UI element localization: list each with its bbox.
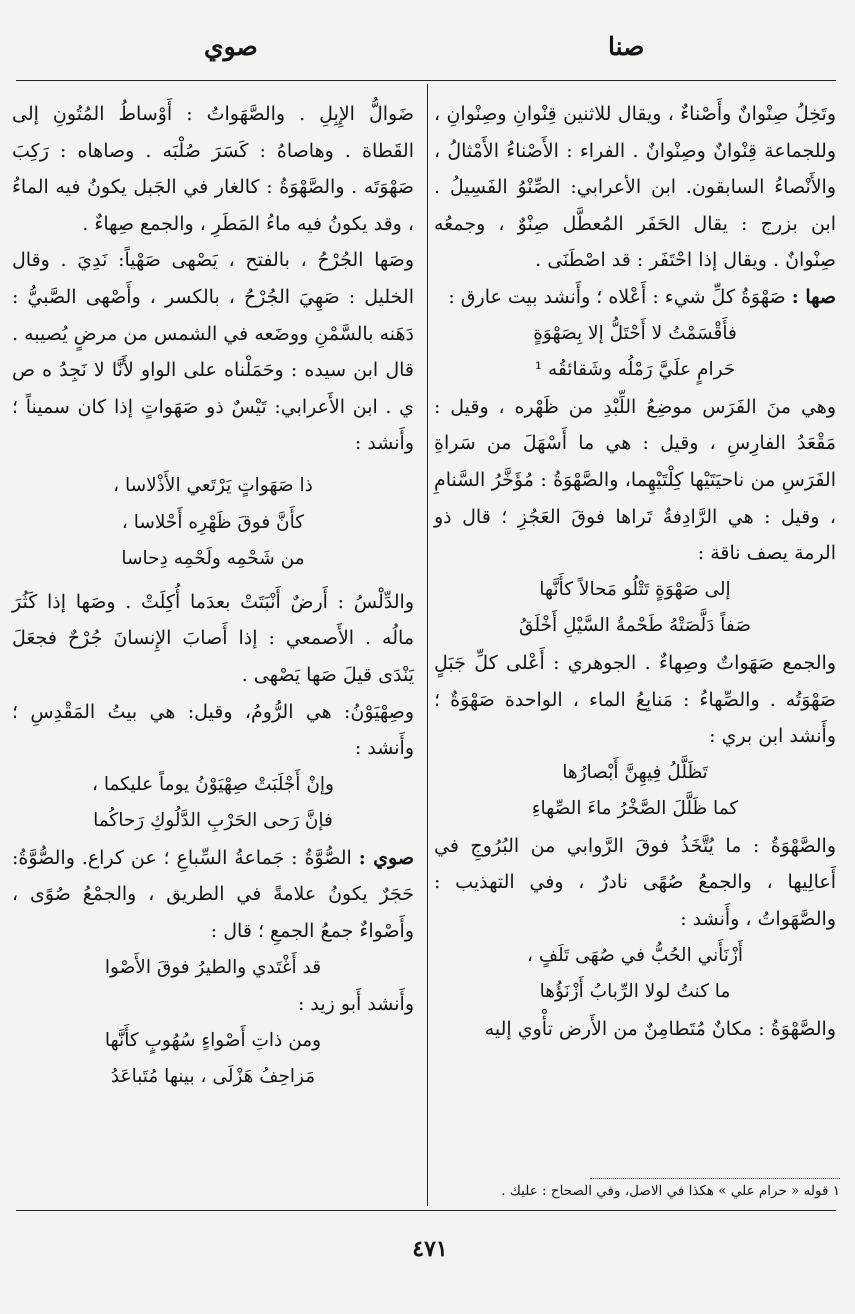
- verse-block: [12, 767, 414, 840]
- verse-line: ومن ذاتِ أَصْواءٍ سُهُوبٍ كأَنَّها: [104, 1029, 322, 1051]
- verse-block: [434, 755, 836, 828]
- paragraph: والدِّلْسُ : أَرضٌ أَنْبَتَتْ بعدَما أُكِلَتْ . وصَها إذا كَثُرَ مالُه . الأَصمعي : إذا أَصابَ الإِنسانَ جُرْحٌ فجعَلَ يَنْدَى قيلَ صَها يَصْهى .: [12, 590, 414, 686]
- entry-saha: [434, 279, 836, 316]
- verse-line: صَفاً دَلَّصَتْهُ طَحْمةُ السَّيْلِ أَخْلَقُ: [519, 615, 751, 637]
- verse-line: من شَحْمِه ولَحْمِه دِحاسا: [121, 548, 305, 570]
- verse-line: ذا صَهَواتٍ يَرْتَعي الأَذْلاسا ،: [113, 474, 313, 496]
- right-column: [434, 96, 836, 1047]
- verse-line: إلى صَهْوَةٍ تَتْلُو مَحالاً كأَنَّها: [539, 578, 731, 600]
- entry-headword: صها :: [791, 285, 836, 308]
- verse-line: كما ظَلَّلَ الصَّخْرُ ماءَ الصِّهاءِ: [531, 798, 739, 820]
- verse-line: ما كنتُ لولا الرِّبابُ أَزْنَؤُها: [539, 981, 731, 1003]
- paragraph: وتَخِلُ صِنْوانٌ وأَصْناءٌ ، ويقال للاثنين قِنْوانِ وصِنْوانِ ، وللجماعة قِنْوانٌ وصِنْوانٌ . الفراء : الأَصْناءُ الأَمْثالُ ، والأَنْصاءُ السابقون. ابن الأعرابي: الصِّنْوُ الفَسِيلُ . ابن بزرج : يقال الحَفَر المُعطَّل صِنْوٌ ، وجمعُه صِنْوانٌ . ويقال إذا احْتَفَر : قد اصْطَنَى .: [434, 103, 836, 272]
- column-divider: [427, 84, 428, 1206]
- verse-line: حَرامٍ علَيَّ رَمْلُه وشَقائقُه ¹: [534, 359, 736, 381]
- verse-line: قد أَغْتَدي والطيرُ فوقَ الأَصْوا: [104, 956, 322, 978]
- paragraph: وصِهْيَوْنُ: هي الرُّومُ، وقيل: هي بيتُ المَقْدِسِ ؛ وأَنشد :: [12, 700, 414, 760]
- entry-sawa: [12, 840, 414, 950]
- bottom-rule: [16, 1210, 836, 1211]
- verse-line: أَزْنَأَني الحُبُّ في صُهَى تَلَفٍ ،: [526, 944, 744, 966]
- header-right-word: صنا: [608, 32, 645, 61]
- top-rule: [16, 80, 836, 81]
- footnote-rule: [590, 1178, 840, 1179]
- verse-block: [434, 572, 836, 645]
- verse-line: تَظَلَّلُ فِيهِنَّ أَبْصارُها: [562, 761, 708, 783]
- verse-block: [434, 316, 836, 389]
- verse-block: [12, 1023, 414, 1096]
- verse-line: فأَقْسَمْتُ لا أَحْتَلُّ إلا بِصَهْوَةٍ: [533, 322, 737, 344]
- paragraph: والصَّهْوَةُ : ما يُتَّخَذُ فوقَ الرَّوابي من البُرُوجِ في أَعالِيها ، والجمعُ صُهًى نادرٌ ، وفي التهذيب : والصَّهَواتُ ، وأَنشد :: [434, 834, 836, 931]
- paragraph: وهي منَ الفَرَس موضِعُ اللِّبْدِ من ظَهْره ، وقيل : مَقْعَدُ الفارِسِ ، وقيل : هي ما أَسْهَلَ من سَراةِ الفَرَسِ من ناحيَتَيْها كِلْتَيْهِما، والصَّهْوَةُ : مُؤَخَّرُ السَّنامِ ، وقيل : هي الرَّادِفةُ تَراها فوقَ العَجُزِ ؛ قال ذو الرمة يصف ناقة :: [434, 395, 836, 565]
- verse-block: [12, 950, 414, 987]
- paragraph: وأَنشد أَبو زيد :: [297, 993, 414, 1016]
- verse-line: كأَنَّ فوقَ ظَهْرِه أَحْلاسا ،: [121, 511, 305, 533]
- page-number: ٤٧١: [412, 1236, 448, 1262]
- footnote: ١ قوله « حرام علي » هكذا في الاصل، وفي الصحاح : عليك .: [501, 1183, 840, 1199]
- verse-line: وإنْ أَجْلَبَتْ صِهْيَوْنُ يوماً عليكما ،: [92, 773, 334, 795]
- verse-block: [12, 462, 414, 584]
- entry-text: الصُّوَّةُ : جَماعةُ السِّباعِ ؛ عن كراع. والصُّوَّةُ: حَجَرٌ يكونُ علامةً في الطريق ، والجمْعُ صُوًى ، وأَصْواءٌ جمعُ الجمعِ ؛ قال :: [12, 846, 414, 943]
- header-left-word: صوي: [204, 32, 258, 61]
- verse-block: [434, 938, 836, 1011]
- verse-line: مَزاحِفُ هَزْلَى ، بينها مُتَباعَدُ: [110, 1066, 316, 1088]
- entry-headword: صوي :: [358, 846, 415, 869]
- paragraph: ضَوالُّ الإِبِلِ . والصَّهَواتُ : أَوْساطُ المُتُونِ إلى القَطاة . وهاصاهُ : كَسَرَ صُلْبَه . وصاهاه : رَكِبَ صَهْوَتَه . والصَّهْوَةُ : كالغار في الجَبل يكونُ فيه الماءُ ، وقد يكونُ فيه ماءُ المَطَرِ ، والجمع صِهاءٌ .: [12, 103, 414, 235]
- paragraph: والصَّهْوَةُ : مكانٌ مُتَطامِنٌ من الأَرض تأْوي إليه: [484, 1017, 836, 1040]
- paragraph: وصَها الجُرْحُ ، بالفتح ، يَصْهى صَهْياً: نَدِيَ . وقال الخليل : صَهِيَ الجُرْحُ ، بالكسر ، وأَصْهى الصَّبيُّ : دَهَنه بالسَّمْنِ ووضَعه في الشمس من مرضٍ يُصيبه . قال ابن سيده : وحَمَلْناه على الواو لأَنَّا لا نَجِدُ ه ص ي . ابن الأَعرابي: تَيْسٌ ذو صَهَواتٍ إذا كان سميناً ؛ وأَنشد :: [12, 249, 414, 455]
- left-column: [12, 96, 414, 1096]
- entry-text: صَهْوَةُ كلِّ شيء : أَعْلاه ؛ وأَنشد بيت عارق :: [448, 285, 786, 308]
- paragraph: والجمع صَهَواتٌ وصِهاءٌ . الجوهري : أَعْلى كلِّ جَبَلٍ صَهْوَتُه . والصِّهاءُ : مَنابِعُ الماء ، الواحدة صَهْوَةٌ ؛ وأَنشد ابن بري :: [434, 651, 836, 748]
- verse-line: فإنَّ رَحى الحَرْبِ الدَّلُوكِ رَحاكُما: [93, 810, 333, 832]
